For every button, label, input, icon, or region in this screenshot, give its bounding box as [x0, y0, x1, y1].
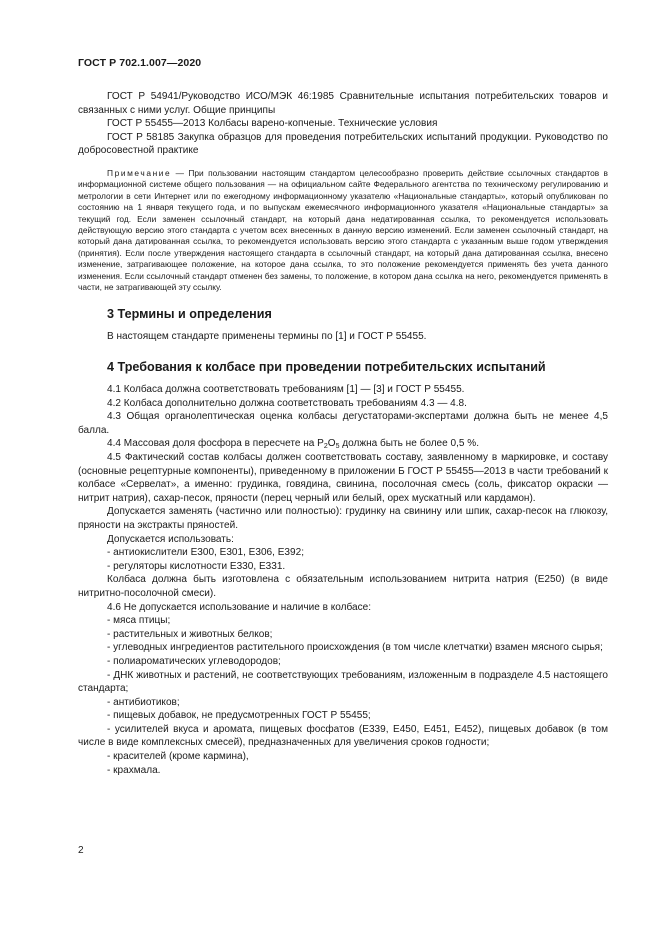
note-dash: —: [171, 167, 189, 178]
list-item: - красителей (кроме кармина),: [107, 751, 249, 763]
list-item: - полиароматических углеводородов;: [107, 655, 281, 667]
section-3-title: 3 Термины и определения: [107, 307, 272, 322]
reference-gost-54941: ГОСТ Р 54941/Руководство ИСО/МЭК 46:1985 Сравнительные испытания потребительских товаров и связанных с ними услуг. Общие принципы: [78, 91, 608, 116]
list-item: - крахмала.: [107, 764, 161, 776]
allow-replace-paragraph: Допускается заменять (частично или полностью): грудинку на свинину или шпик, сахар-песок на глюкозу, пряности на экстракты пряностей.: [78, 506, 608, 531]
list-item-acidity-regulators: - регуляторы кислотности Е330, Е331.: [107, 560, 286, 572]
reference-gost-55455: ГОСТ Р 55455—2013 Колбасы варено-копченые. Технические условия: [107, 118, 438, 130]
clause-4-2: 4.2 Колбаса дополнительно должна соответствовать требованиям 4.3 — 4.8.: [107, 397, 467, 409]
allow-use-paragraph: Допускается использовать:: [107, 533, 234, 545]
list-item: - усилителей вкуса и аромата, пищевых фосфатов (Е339, Е450, Е451, Е452), пищевых добавок (в том числе в виде комплексных смесей), предназначенных для увеличения сроков годности;: [78, 723, 608, 749]
list-item: - ДНК животных и растений, не соответствующих требованиям, изложенным в подразделе 4.5 настоящего стандарта;: [78, 669, 608, 695]
clause-4-3: 4.3 Общая органолептическая оценка колбасы дегустаторами-экспертами должна быть не менее 4,5 балла.: [78, 411, 608, 436]
subscript-2: 2: [323, 443, 328, 451]
oxygen-symbol: O: [327, 438, 336, 450]
reference-gost-58185: ГОСТ Р 58185 Закупка образцов для проведения потребительских испытаний продукции. Руководство по добросовестной практике: [78, 131, 608, 157]
clause-4-5: 4.5 Фактический состав колбасы должен соответствовать составу, заявленному в маркировке, и составу (основные рецептурные компоненты), приведенному в приложении Б ГОСТ Р 55455—2013 в части требований к колбасе «Сервелат», а именно: грудинка, говядина, свинина, посолочная смесь (соль, фиксатор окраски — нитрит натрия), сахар-песок, пряности (перец черный или белый, орех мускатный или кардамон).: [78, 452, 608, 504]
section-3-text: В настоящем стандарте применены термины по [1] и ГОСТ Р 55455.: [107, 331, 427, 343]
note-label: Примечание: [107, 167, 172, 178]
section-4-title: 4 Требования к колбасе при проведении потребительских испытаний: [107, 360, 546, 375]
subscript-5: 5: [335, 443, 340, 451]
clause-4-6: 4.6 Не допускается использование и наличие в колбасе:: [107, 601, 372, 613]
page-number: 2: [78, 845, 84, 856]
page-content: [78, 90, 608, 777]
clause-4-4-limit: должна быть не более 0,5 %.: [339, 438, 480, 450]
nitrite-paragraph: Колбаса должна быть изготовлена с обязательным использованием нитрита натрия (Е250) (в виде нитритно-посолочной смеси).: [78, 574, 608, 599]
list-item: - углеводных ингредиентов растительного происхождения (в том числе клетчатки) взамен мясного сырья;: [107, 642, 603, 654]
note-text: При пользовании настоящим стандартом целесообразно проверить действие ссылочных стандартов в информационной системе общего пользования — на официальном сайте Федерального агентства по техническому регулированию и метрологии в сети Интернет или по ежегодному информационному указателю «Национальные стандарты», который опубликован по состоянию на 1 января текущего года, и по выпускам ежемесячного информационного указателя «Национальные стандарты» за текущий год. Если заменен ссылочный стандарт, на который дана недатированная ссылка, то рекомендуется использовать действующую версию этого стандарта с учетом всех внесенных в данную версию изменений. Если заменен ссылочный стандарт, на который дана датированная ссылка, то рекомендуется использовать версию этого стандарта с указанным выше годом утверждения (принятия). Если после утверждения настоящего стандарта в ссылочный стандарт, на который дана датированная ссылка, внесено изменение, затрагивающее положение, на которое дана ссылка, то это положение рекомендуется применять без учета данного изменения. Если ссылочный стандарт отменен без замены, то положение, в котором дана ссылка на него, рекомендуется применять в части, не затрагивающей эту ссылку.: [78, 167, 608, 293]
clause-4-4: [78, 437, 608, 451]
list-item: - растительных и животных белков;: [107, 628, 273, 640]
document-header: ГОСТ Р 702.1.007—2020: [78, 57, 202, 69]
list-item-antioxidants: - антиокислители Е300, Е301, Е306, Е392;: [107, 547, 304, 559]
clause-4-4-text: 4.4 Массовая доля фосфора в пересчете на P: [107, 438, 324, 450]
note-paragraph: [78, 168, 608, 293]
clause-4-1: 4.1 Колбаса должна соответствовать требованиям [1] — [3] и ГОСТ Р 55455.: [107, 384, 465, 396]
list-item: - мяса птицы;: [107, 615, 171, 627]
list-item: - антибиотиков;: [107, 696, 180, 708]
list-item: - пищевых добавок, не предусмотренных ГОСТ Р 55455;: [107, 710, 371, 722]
